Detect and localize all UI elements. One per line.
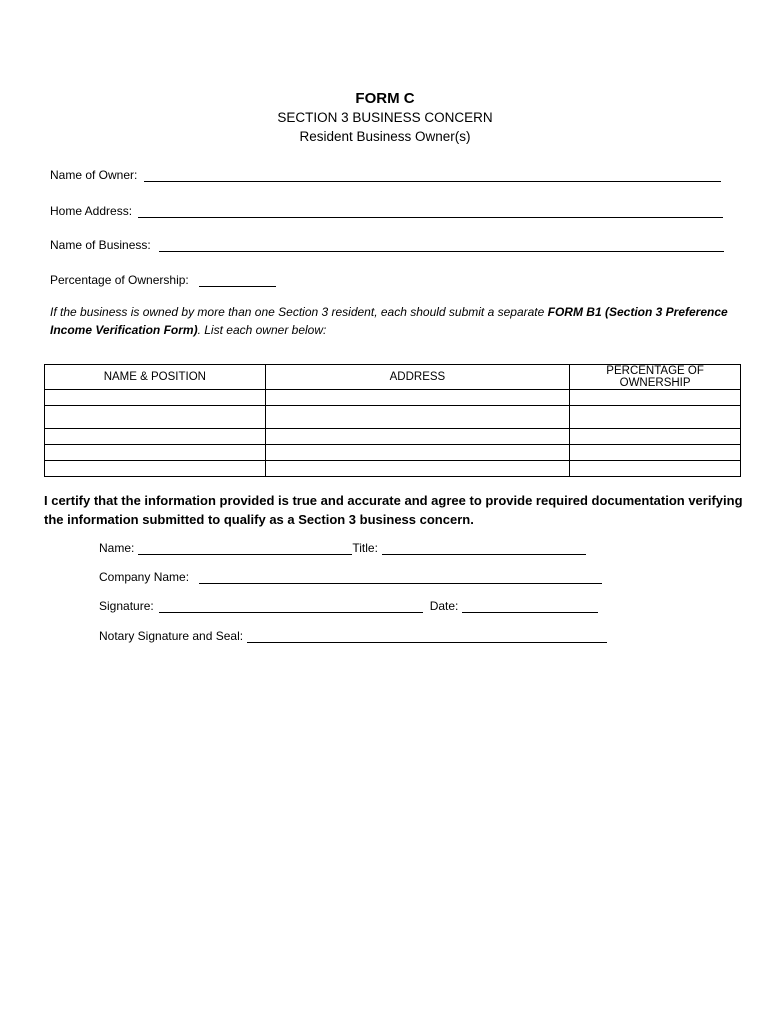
owner-name-label: Name of Owner: bbox=[50, 168, 138, 182]
signer-name-line[interactable] bbox=[138, 542, 352, 555]
table-cell[interactable] bbox=[45, 429, 266, 445]
column-header-name-position: NAME & POSITION bbox=[45, 365, 266, 390]
table-row bbox=[45, 445, 741, 461]
owner-name-line[interactable] bbox=[144, 169, 721, 182]
owners-table bbox=[44, 364, 741, 477]
date-line[interactable] bbox=[462, 600, 598, 613]
signer-name-label: Name: bbox=[99, 541, 135, 555]
table-cell[interactable] bbox=[45, 445, 266, 461]
home-address-field bbox=[50, 204, 723, 218]
owner-name-field bbox=[50, 168, 721, 182]
business-name-label: Name of Business: bbox=[50, 238, 151, 252]
signer-title-label: Title: bbox=[352, 541, 378, 555]
signature-line[interactable] bbox=[159, 600, 423, 613]
table-row bbox=[45, 461, 741, 477]
certification-statement: I certify that the information provided is true and accurate and agree to provide required documentation verifying the information submitted to qualify as a Section 3 business concern. bbox=[44, 493, 743, 527]
column-header-address: ADDRESS bbox=[265, 365, 570, 390]
company-name-line[interactable] bbox=[199, 571, 602, 584]
table-cell[interactable] bbox=[570, 445, 741, 461]
notary-line[interactable] bbox=[247, 630, 607, 643]
note-suffix: . List each owner below: bbox=[197, 323, 327, 337]
table-cell[interactable] bbox=[265, 406, 570, 429]
table-cell[interactable] bbox=[45, 390, 266, 406]
form-subtitle: SECTION 3 BUSINESS CONCERN bbox=[277, 110, 493, 125]
note-form-reference: FORM B1 (Section 3 Preference Income Verification Form) bbox=[50, 305, 728, 337]
table-cell[interactable] bbox=[265, 429, 570, 445]
home-address-label: Home Address: bbox=[50, 204, 133, 218]
business-name-line[interactable] bbox=[159, 239, 724, 252]
table-cell[interactable] bbox=[570, 390, 741, 406]
company-name-label: Company Name: bbox=[99, 570, 190, 584]
signer-name-field bbox=[99, 541, 586, 555]
ownership-percentage-label: Percentage of Ownership: bbox=[50, 273, 189, 287]
ownership-percentage-line[interactable] bbox=[199, 274, 276, 287]
table-cell[interactable] bbox=[265, 390, 570, 406]
table-row bbox=[45, 429, 741, 445]
date-label: Date: bbox=[429, 599, 459, 613]
company-name-field bbox=[99, 570, 602, 584]
table-cell[interactable] bbox=[45, 461, 266, 477]
table-cell[interactable] bbox=[45, 406, 266, 429]
column-header-percentage: PERCENTAGE OF OWNERSHIP bbox=[570, 365, 741, 390]
signer-title-line[interactable] bbox=[382, 542, 586, 555]
multiple-owners-note bbox=[50, 303, 730, 339]
form-subtitle-owners: Resident Business Owner(s) bbox=[299, 129, 471, 144]
table-cell[interactable] bbox=[570, 406, 741, 429]
note-prefix: If the business is owned by more than one Section 3 resident, each should submit a separate bbox=[50, 305, 548, 319]
notary-field bbox=[99, 629, 607, 643]
home-address-line[interactable] bbox=[138, 205, 723, 218]
table-cell[interactable] bbox=[570, 461, 741, 477]
table-cell[interactable] bbox=[265, 461, 570, 477]
table-row bbox=[45, 406, 741, 429]
table-row bbox=[45, 390, 741, 406]
signature-field bbox=[99, 599, 598, 613]
table-cell[interactable] bbox=[570, 429, 741, 445]
signature-label: Signature: bbox=[99, 599, 154, 613]
table-cell[interactable] bbox=[265, 445, 570, 461]
form-title: FORM C bbox=[355, 90, 415, 107]
notary-label: Notary Signature and Seal: bbox=[99, 629, 244, 643]
table-header-row bbox=[45, 365, 741, 390]
ownership-percentage-field bbox=[50, 273, 276, 287]
business-name-field bbox=[50, 238, 724, 252]
